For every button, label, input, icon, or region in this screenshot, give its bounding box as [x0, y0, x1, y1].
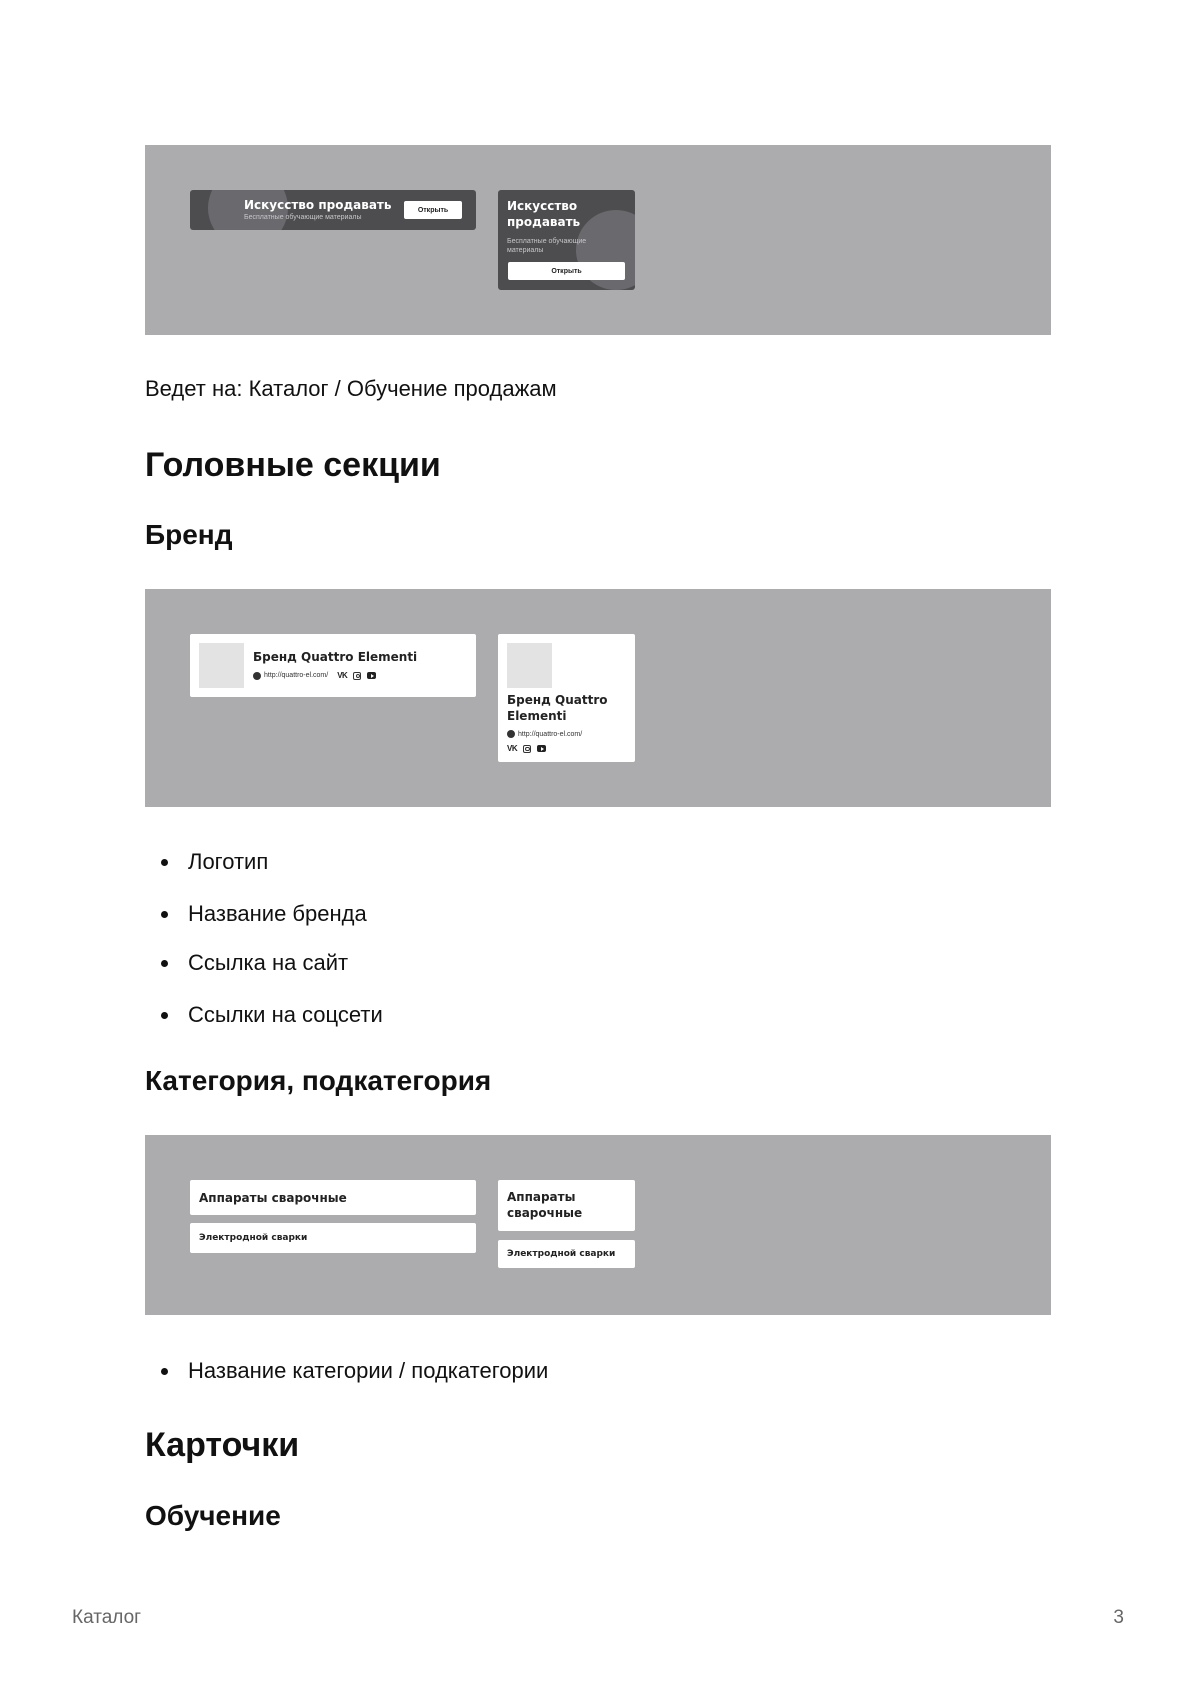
- bullet-item: Ссылки на соцсети: [145, 1001, 383, 1029]
- brand-name: Бренд Quattro Elementi: [253, 650, 418, 664]
- promo-preview-panel: [145, 145, 1051, 335]
- category-card-horizontal: [190, 1180, 476, 1215]
- instagram-icon[interactable]: [523, 745, 531, 753]
- promo-title: Искусство продавать: [244, 198, 392, 212]
- brand-url-link[interactable]: http://quattro-el.com/: [518, 730, 583, 738]
- youtube-icon[interactable]: [367, 672, 376, 679]
- brand-url-link[interactable]: http://quattro-el.com/: [264, 672, 329, 679]
- promo-subtitle: Бесплатные обучающие материалы: [244, 214, 362, 221]
- brand-url-row: [507, 730, 582, 738]
- vk-icon[interactable]: VK: [507, 744, 518, 753]
- globe-icon: [253, 672, 261, 680]
- brand-heading: Бренд: [145, 519, 233, 550]
- brand-logo-placeholder: [199, 643, 244, 688]
- bullet-item: Ссылка на сайт: [145, 949, 383, 977]
- brand-url-row: [253, 671, 376, 680]
- footer-doc-title: Каталог: [72, 1607, 142, 1628]
- subcategory-name: Электродной сварки: [199, 1233, 308, 1243]
- brand-bullets: [145, 848, 383, 1029]
- footer-page-number: 3: [1113, 1607, 1124, 1628]
- category-name-line1: Аппараты: [507, 1190, 576, 1204]
- social-icons: [337, 671, 376, 680]
- brand-name-line1: Бренд Quattro: [507, 693, 608, 707]
- training-heading: Обучение: [145, 1500, 281, 1531]
- promo-subtitle-line2: материалы: [507, 247, 544, 254]
- category-name: Аппараты сварочные: [199, 1191, 347, 1205]
- instagram-icon[interactable]: [353, 672, 361, 680]
- social-icons: [507, 744, 546, 753]
- bullet-item: Название категории / подкатегории: [145, 1357, 548, 1385]
- youtube-icon[interactable]: [537, 745, 546, 752]
- promo-open-button[interactable]: Открыть: [404, 201, 462, 219]
- brand-card-horizontal: [190, 634, 476, 697]
- category-card-vertical: [498, 1180, 635, 1231]
- brand-logo-placeholder: [507, 643, 552, 688]
- subcategory-card-horizontal: [190, 1223, 476, 1253]
- promo-title-line1: Искусство: [507, 199, 578, 213]
- brand-name-line2: Elementi: [507, 709, 567, 723]
- brand-card-vertical: [498, 634, 635, 762]
- promo-title-line2: продавать: [507, 215, 581, 229]
- bullet-item: Название бренда: [145, 900, 383, 928]
- promo-banner-vertical: [498, 190, 635, 290]
- subcategory-card-vertical: [498, 1240, 635, 1268]
- bullet-item: Логотип: [145, 848, 383, 876]
- category-name-line2: сварочные: [507, 1206, 583, 1220]
- promo-open-button[interactable]: Открыть: [508, 262, 625, 280]
- category-preview-panel: [145, 1135, 1051, 1315]
- category-bullets: [145, 1357, 548, 1385]
- category-heading: Категория, подкатегория: [145, 1065, 492, 1096]
- leads-to-text: Ведет на: Каталог / Обучение продажам: [145, 376, 557, 401]
- brand-preview-panel: [145, 589, 1051, 807]
- globe-icon: [507, 730, 515, 738]
- vk-icon[interactable]: VK: [337, 671, 348, 680]
- subcategory-name: Электродной сварки: [507, 1249, 616, 1259]
- cards-heading: Карточки: [145, 1426, 300, 1464]
- section-heading-head: Головные секции: [145, 446, 441, 484]
- promo-banner-horizontal: [190, 190, 476, 230]
- promo-subtitle-line1: Бесплатные обучающие: [507, 238, 587, 245]
